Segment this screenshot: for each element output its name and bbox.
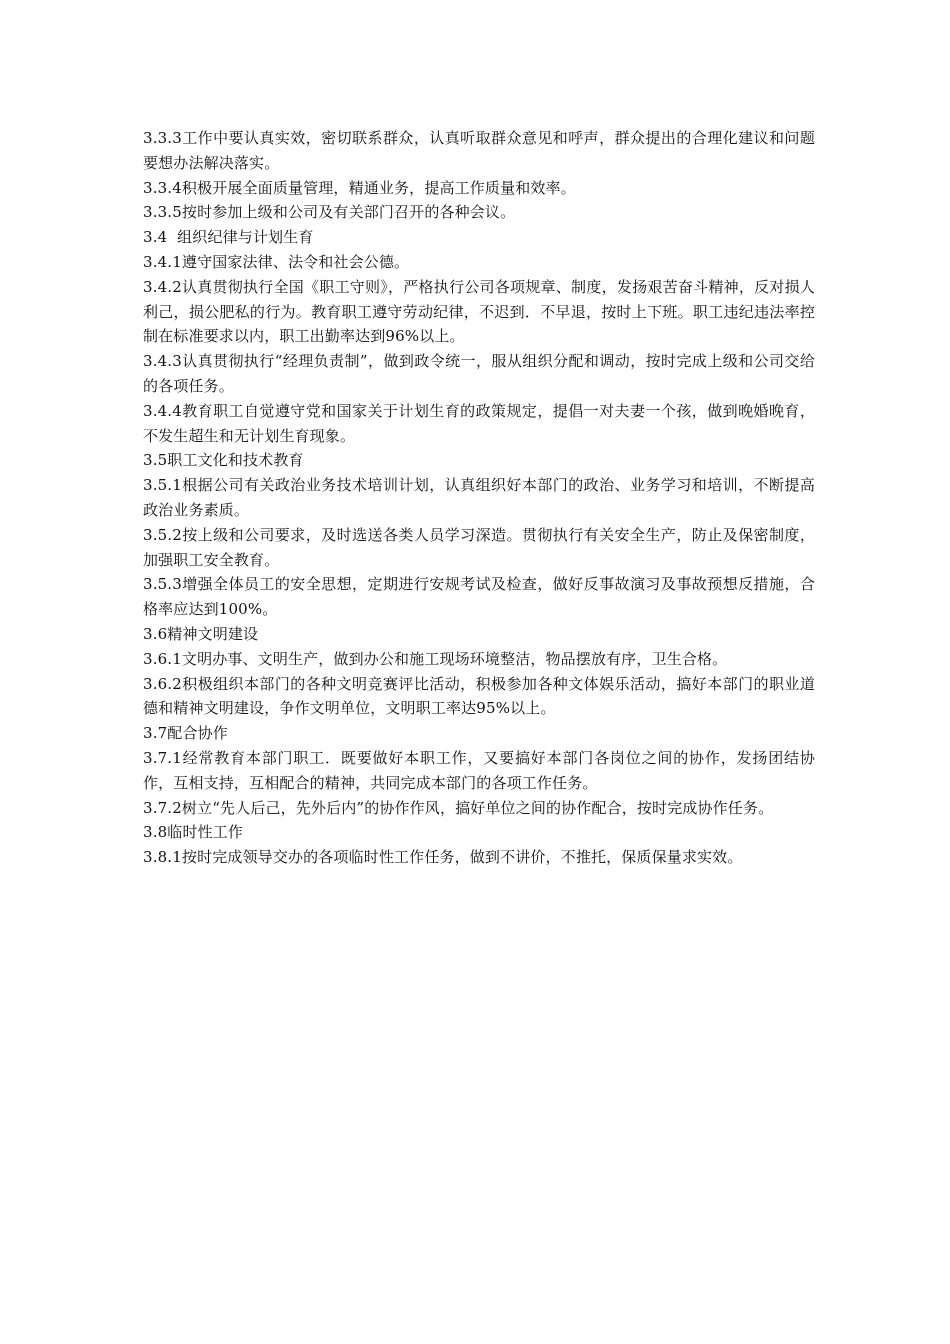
paragraph-3-4-3: 3.4.3认真贯彻执行“经理负责制”，做到政令统一，服从组织分配和调动，按时完成上级和公司交给的各项任务。 — [143, 352, 815, 395]
paragraph-3-3-5: 3.3.5按时参加上级和公司及有关部门召开的各种会议。 — [143, 203, 516, 222]
section-heading-3-8: 3.8临时性工作 — [143, 823, 244, 842]
section-heading-3-5: 3.5职工文化和技术教育 — [143, 451, 304, 470]
paragraph-3-4-4: 3.4.4教育职工自觉遵守党和国家关于计划生育的政策规定，提倡一对夫妻一个孩，做到晚婚晚育，不发生超生和无计划生育现象。 — [143, 401, 815, 445]
paragraph-3-8-1: 3.8.1按时完成领导交办的各项临时性工作任务，做到不讲价，不推托，保质保量求实效。 — [143, 848, 743, 867]
section-heading-3-6: 3.6精神文明建设 — [143, 624, 259, 643]
section-heading-3-7: 3.7配合协作 — [143, 724, 228, 743]
paragraph-3-5-1: 3.5.1根据公司有关政治业务技术培训计划，认真组织好本部门的政治、业务学习和培训，不断提高政治业务素质。 — [143, 476, 815, 519]
paragraph-3-4-1: 3.4.1遵守国家法律、法令和社会公德。 — [143, 252, 410, 271]
paragraph-3-5-2: 3.5.2按上级和公司要求，及时选送各类人员学习深造。贯彻执行有关安全生产，防止及保密制度，加强职工安全教育。 — [143, 525, 815, 569]
paragraph-3-6-1: 3.6.1文明办事、文明生产，做到办公和施工现场环境整洁，物品摆放有序，卫生合格。 — [143, 649, 728, 668]
paragraph-3-3-3: 3.3.3工作中要认真实效，密切联系群众，认真听取群众意见和呼声，群众提出的合理化建议和问题要想办法解决落实。 — [143, 129, 815, 172]
paragraph-3-7-2: 3.7.2树立“先人后己，先外后内”的协作作风，搞好单位之间的协作配合，按时完成协作任务。 — [143, 798, 774, 817]
paragraph-3-5-3: 3.5.3增强全体员工的安全思想，定期进行安规考试及检查，做好反事故演习及事故预想反措施，合格率应达到100%。 — [143, 575, 815, 619]
section-heading-3-4: 3.4 组织纪律与计划生育 — [143, 228, 314, 247]
document-body — [143, 126, 815, 870]
paragraph-3-4-2: 3.4.2认真贯彻执行全国《职工守则》，严格执行公司各项规章、制度，发扬艰苦奋斗精神，反对损人利己，损公肥私的行为。教育职工遵守劳动纪律，不迟到．不早退，按时上下班。职工违纪违法率控制在标准要求以内，职工出勤率达到96%以上。 — [143, 277, 815, 346]
paragraph-3-3-4: 3.3.4积极开展全面质量管理，精通业务，提高工作质量和效率。 — [143, 178, 576, 197]
paragraph-3-6-2: 3.6.2积极组织本部门的各种文明竞赛评比活动，积极参加各种文体娱乐活动，搞好本部门的职业道德和精神文明建设，争作文明单位，文明职工率达95%以上。 — [143, 674, 815, 718]
paragraph-3-7-1: 3.7.1经常教育本部门职工．既要做好本职工作，又要搞好本部门各岗位之间的协作，发扬团结协作，互相支持，互相配合的精神，共同完成本部门的各项工作任务。 — [143, 748, 815, 792]
